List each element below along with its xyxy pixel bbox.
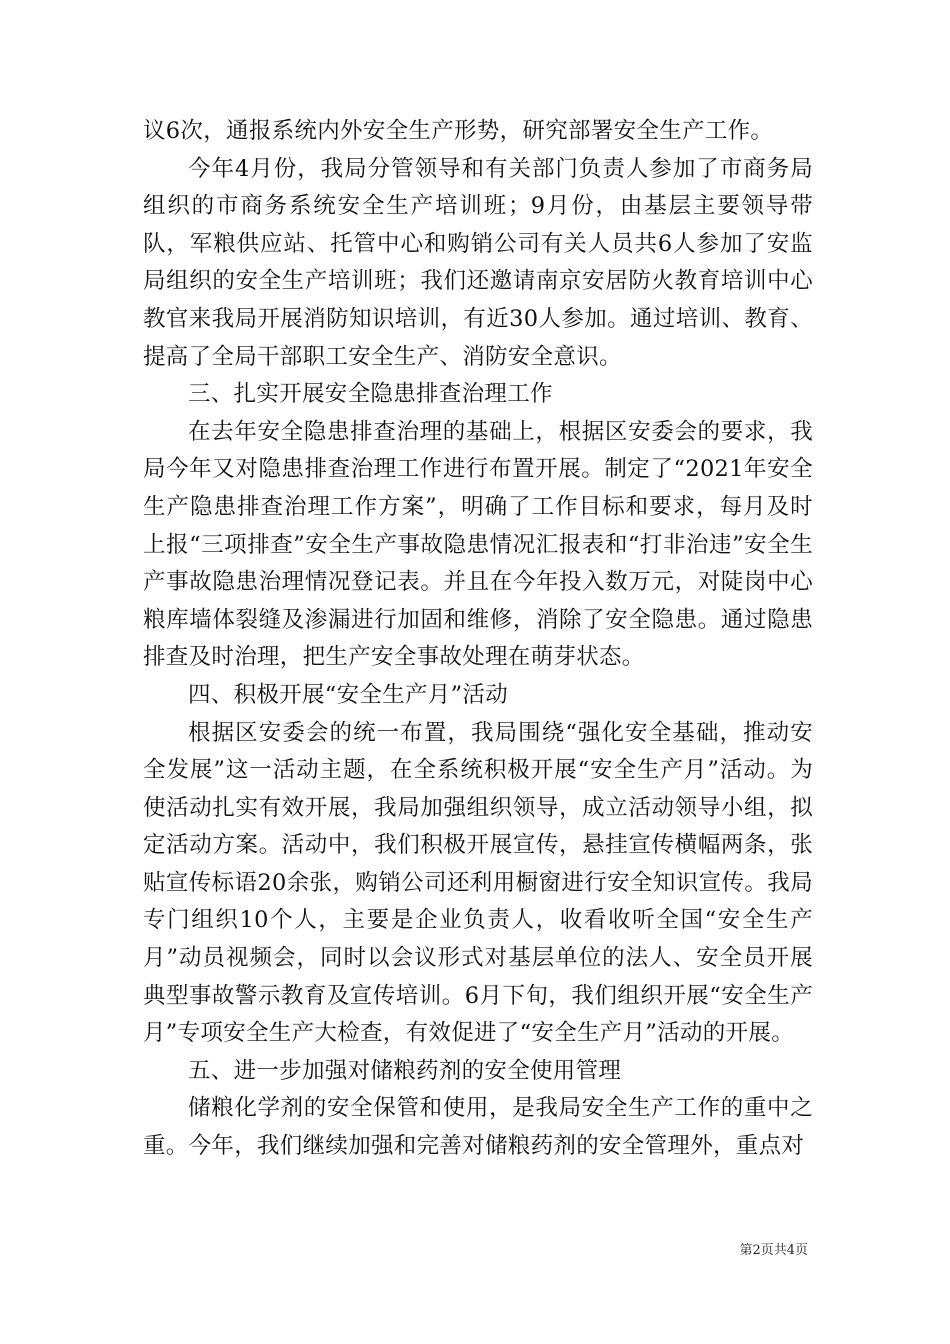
section-heading-grain-chemicals: 五、进一步加强对储粮药剂的安全使用管理 [188,1057,622,1084]
paragraph-continuation: 议6次，通报系统内外安全生产形势，研究部署安全生产工作。 [143,118,774,144]
document-body [143,113,813,1166]
paragraph-safety-month: 根据区安委会的统一布置，我局围绕“强化安全基础，推动安全发展”这一活动主题，在全系统积极开展“安全生产月”活动。为使活动扎实有效开展，我局加强组织领导，成立活动领导小组，拟定活动方案。活动中，我们积极开展宣传，悬挂宣传横幅两条，张贴宣传标语20余张，购销公司还利用橱窗进行安全知识宣传。我局专门组织10个人，主要是企业负责人，收看收听全国“安全生产月”动员视频会，同时以会议形式对基层单位的法人、安全员开展典型事故警示教育及宣传培训。6月下旬，我们组织开展“安全生产月”专项安全生产大检查，有效促进了“安全生产月”活动的开展。 [143,719,813,1047]
page-number-footer: 第2页共4页 [739,1243,808,1258]
paragraph-training: 今年4月份，我局分管领导和有关部门负责人参加了市商务局组织的市商务系统安全生产培训班；9月份，由基层主要领导带队，军粮供应站、托管中心和购销公司有关人员共6人参加了安监局组织的安全生产培训班；我们还邀请南京安居防火教育培训中心教官来我局开展消防知识培训，有近30人参加。通过培训、教育、提高了全局干部职工安全生产、消防安全意识。 [143,155,813,370]
paragraph-grain-chemicals: 储粮化学剂的安全保管和使用，是我局安全生产工作的重中之重。今年，我们继续加强和完善对储粮药剂的安全管理外，重点对 [143,1095,813,1160]
section-heading-safety-month: 四、积极开展“安全生产月”活动 [188,681,509,708]
paragraph-hazard-inspection: 在去年安全隐患排查治理的基础上，根据区安委会的要求，我局今年又对隐患排查治理工作进行布置开展。制定了“2021年安全生产隐患排查治理工作方案”，明确了工作目标和要求，每月及时上报“三项排查”安全生产事故隐患情况汇报表和“打非治违”安全生产事故隐患治理情况登记表。并且在今年投入数万元，对陡岗中心粮库墙体裂缝及渗漏进行加固和维修，消除了安全隐患。通过隐患排查及时治理，把生产安全事故处理在萌芽状态。 [143,418,813,671]
section-heading-hazard-inspection: 三、扎实开展安全隐患排查治理工作 [188,381,553,408]
